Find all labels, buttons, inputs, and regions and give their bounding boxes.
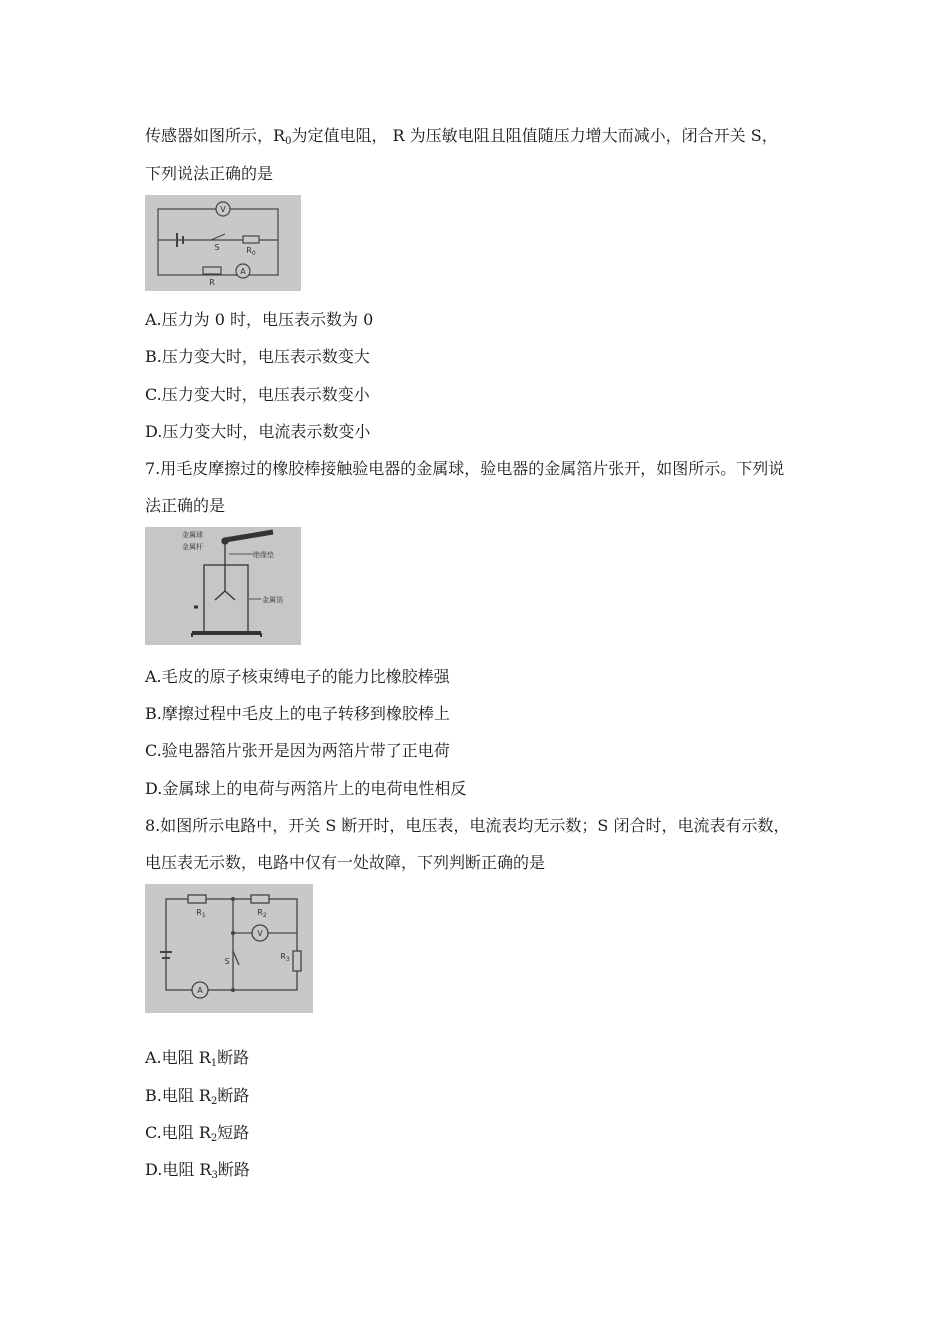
q7-insulator-label: 绝缘垫	[253, 551, 274, 559]
q6-option-d[interactable]: D.压力变大时，电流表示数变小	[145, 422, 371, 441]
q7-electroscope-figure	[145, 527, 301, 645]
q6-option-a[interactable]: A.压力为 0 时，电压表示数为 0	[145, 310, 374, 329]
q8-stem-line1: 8.如图所示电路中，开关 S 断开时，电压表，电流表均无示数；S 闭合时，电流表有示数，	[145, 816, 790, 835]
q8-option-b[interactable]	[145, 1086, 249, 1106]
q8-r1-label: $R_1$	[196, 908, 206, 919]
q6-option-c[interactable]: C.压力变大时，电压表示数变小	[145, 385, 370, 404]
q6-stem-line2: 下列说法正确的是	[145, 164, 274, 183]
q6-circuit-figure	[145, 195, 301, 291]
q8-option-b-subscript: 2	[210, 1096, 218, 1107]
q7-stem-line2: 法正确的是	[145, 496, 226, 515]
q8-option-b-suffix: 断路	[217, 1086, 250, 1105]
q6-stem-subscript: 0	[285, 136, 292, 147]
q6-option-b[interactable]: B.压力变大时，电压表示数变大	[145, 347, 370, 366]
q8-option-a[interactable]	[145, 1048, 249, 1068]
q6-stem-text-b: 为定值电阻， R 为压敏电阻且阻值随压力增大而减小，闭合开关 S，	[291, 126, 778, 145]
q6-stem-line1	[145, 126, 778, 146]
q7-option-a[interactable]: A.毛皮的原子核束缚电子的能力比橡胶棒强	[145, 667, 450, 686]
q8-option-d-suffix: 断路	[217, 1160, 250, 1179]
q7-rod-label: 金属杆	[182, 543, 203, 551]
q8-option-c-text: C.电阻 R	[145, 1123, 211, 1142]
q8-r2-label: $R_2$	[257, 908, 267, 919]
q8-option-c[interactable]	[145, 1123, 249, 1143]
q7-option-d[interactable]: D.金属球上的电荷与两箔片上的电荷电性相反	[145, 779, 467, 798]
q8-switch-label: S	[224, 957, 230, 966]
q6-ammeter-label: A	[240, 267, 246, 276]
q8-option-d[interactable]	[145, 1160, 250, 1180]
q8-stem-line2: 电压表无示数，电路中仅有一处故障，下列判断正确的是	[145, 853, 546, 872]
q7-ball-label: 金属球	[182, 531, 203, 539]
q8-voltmeter-label: V	[257, 929, 263, 938]
q6-r0-label: $R_0$	[246, 246, 256, 257]
q7-option-c[interactable]: C.验电器箔片张开是因为两箔片带了正电荷	[145, 741, 450, 760]
q8-ammeter-label: A	[197, 986, 203, 995]
q8-circuit-figure	[145, 884, 313, 1013]
q8-option-d-text: D.电阻 R	[145, 1160, 212, 1179]
q8-option-d-subscript: 3	[211, 1170, 218, 1181]
q8-option-a-text: A.电阻 R	[145, 1048, 211, 1067]
q6-stem-text-a: 传感器如图所示，R	[145, 126, 286, 145]
q7-option-b[interactable]: B.摩擦过程中毛皮上的电子转移到橡胶棒上	[145, 704, 450, 723]
q8-option-b-text: B.电阻 R	[145, 1086, 211, 1105]
q7-foil-label: 金属箔	[262, 596, 283, 604]
q8-r3-label: $R_3$	[280, 952, 290, 963]
q8-option-c-subscript: 2	[210, 1133, 218, 1144]
q6-r-label: R	[209, 278, 215, 287]
q6-switch-label: S	[214, 243, 220, 252]
q8-option-a-subscript: 1	[210, 1058, 218, 1069]
q8-option-a-suffix: 断路	[217, 1048, 250, 1067]
q6-voltmeter-label: V	[220, 205, 226, 214]
q8-option-c-suffix: 短路	[217, 1123, 250, 1142]
q7-stem-line1: 7.用毛皮摩擦过的橡胶棒接触验电器的金属球，验电器的金属箔片张开，如图所示。下列说	[145, 459, 785, 478]
